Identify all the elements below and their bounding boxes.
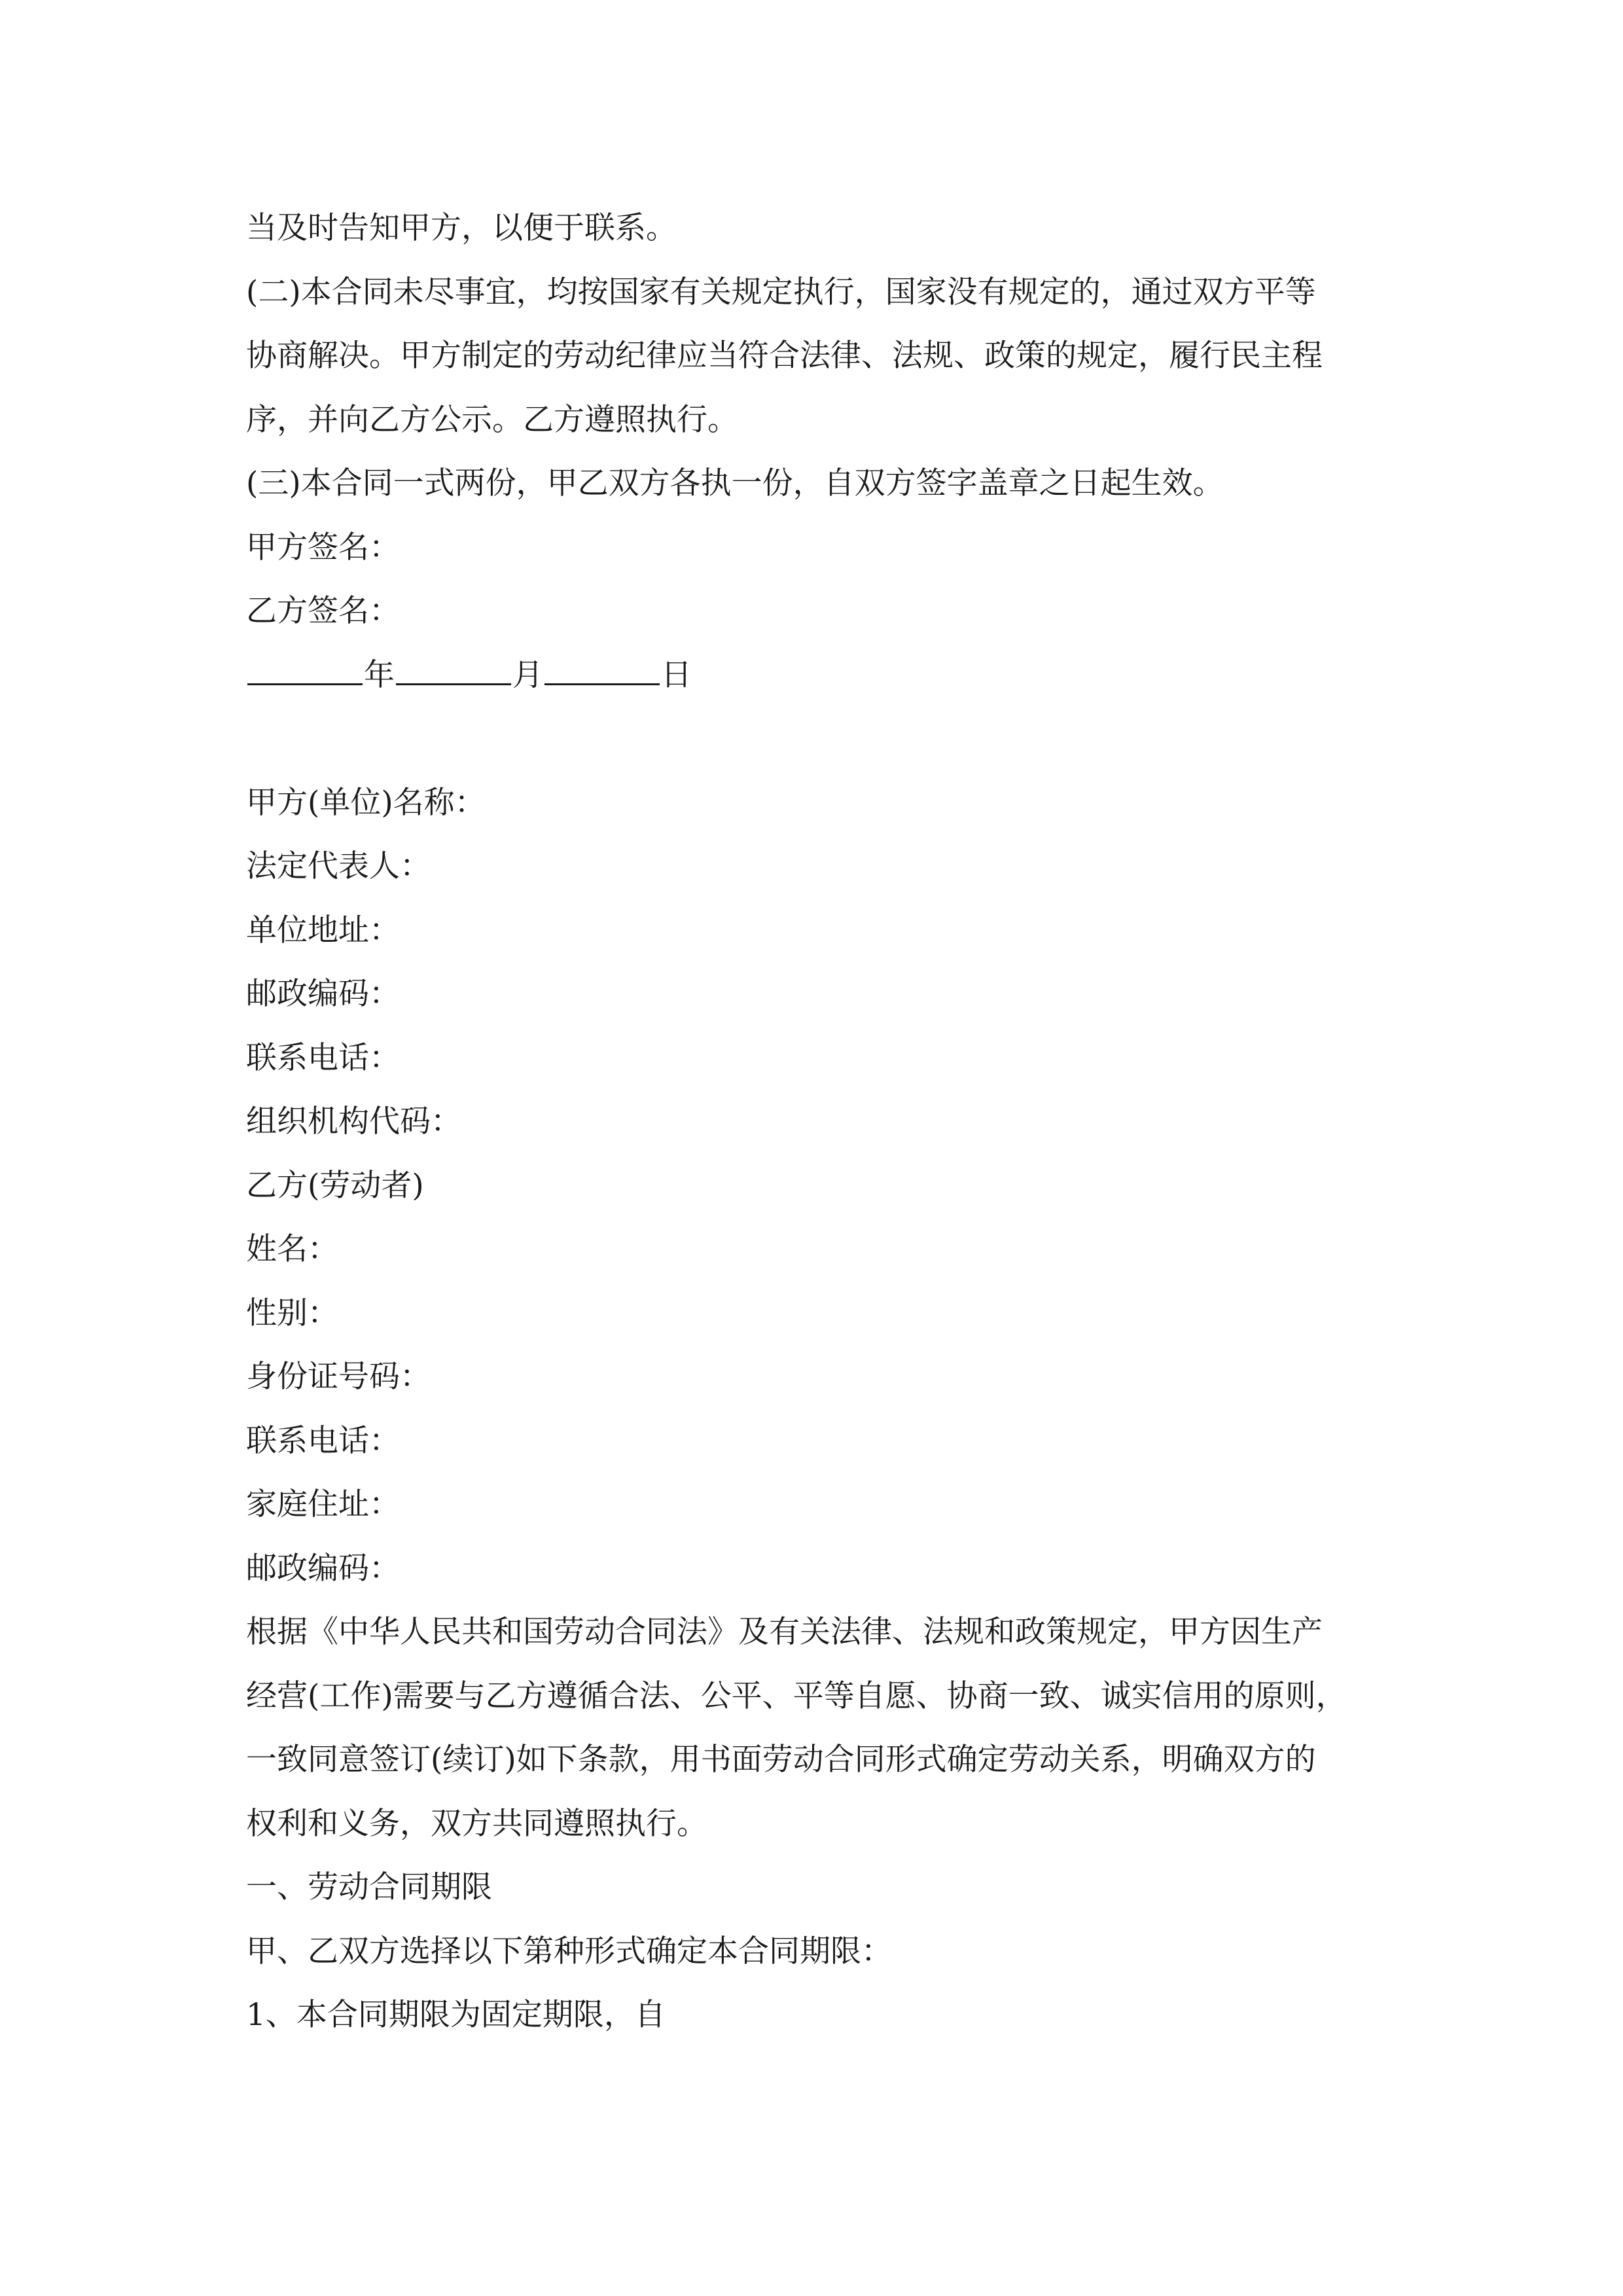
date-line — [246, 643, 1391, 708]
clause-2-line-2: 协商解决。甲方制定的劳动纪律应当符合法律、法规、政策的规定，履行民主程 — [246, 338, 1323, 374]
name-label: 姓名： — [246, 1231, 338, 1267]
organization-code-label: 组织机构代码： — [246, 1103, 461, 1139]
party-b-postal-code-label: 邮政编码： — [246, 1550, 400, 1587]
party-b-signature-label: 乙方签名： — [246, 593, 400, 629]
day-blank — [544, 657, 660, 685]
clause-2-line-1: (二)本合同未尽事宜，均按国家有关规定执行，国家没有规定的，通过双方平等 — [246, 274, 1316, 310]
text-line: 当及时告知甲方，以便于联系。 — [246, 210, 677, 246]
gender-label: 性别： — [246, 1295, 338, 1331]
preamble-line-4: 权利和义务，双方共同遵照执行。 — [246, 1805, 707, 1842]
document-body — [246, 196, 1391, 2047]
party-b-phone-label: 联系电话： — [246, 1422, 400, 1459]
party-a-name-label: 甲方(单位)名称： — [246, 784, 486, 821]
preamble-line-1: 根据《中华人民共和国劳动合同法》及有关法律、法规和政策规定，甲方因生产 — [246, 1614, 1323, 1650]
term-selection-line: 甲、乙双方选择以下第种形式确定本合同期限： — [246, 1933, 892, 1969]
legal-representative-label: 法定代表人： — [246, 848, 431, 884]
fixed-term-line: 1、本合同期限为固定期限，自 — [246, 1997, 666, 2033]
section-1-heading: 一、劳动合同期限 — [246, 1869, 492, 1905]
id-number-label: 身份证号码： — [246, 1359, 431, 1395]
party-b-heading: 乙方(劳动者) — [246, 1167, 424, 1204]
month-label: 月 — [512, 656, 543, 693]
home-address-label: 家庭住址： — [246, 1486, 400, 1522]
day-label: 日 — [661, 656, 692, 693]
month-blank — [396, 657, 511, 685]
year-blank — [247, 657, 363, 685]
preamble-line-3: 一致同意签订(续订)如下条款，用书面劳动合同形式确定劳动关系，明确双方的 — [246, 1742, 1316, 1778]
company-address-label: 单位地址： — [246, 912, 400, 948]
party-a-postal-code-label: 邮政编码： — [246, 976, 400, 1012]
preamble-line-2: 经营(工作)需要与乙方遵循合法、公平、平等自愿、协商一致、诚实信用的原则， — [246, 1677, 1347, 1714]
clause-3-line: (三)本合同一式两份，甲乙双方各执一份，自双方签字盖章之日起生效。 — [246, 465, 1224, 501]
party-a-phone-label: 联系电话： — [246, 1039, 400, 1076]
year-label: 年 — [364, 656, 395, 693]
party-a-signature-label: 甲方签名： — [246, 529, 400, 565]
blank-spacer — [246, 707, 1391, 771]
clause-2-line-3: 序，并向乙方公示。乙方遵照执行。 — [246, 401, 738, 438]
